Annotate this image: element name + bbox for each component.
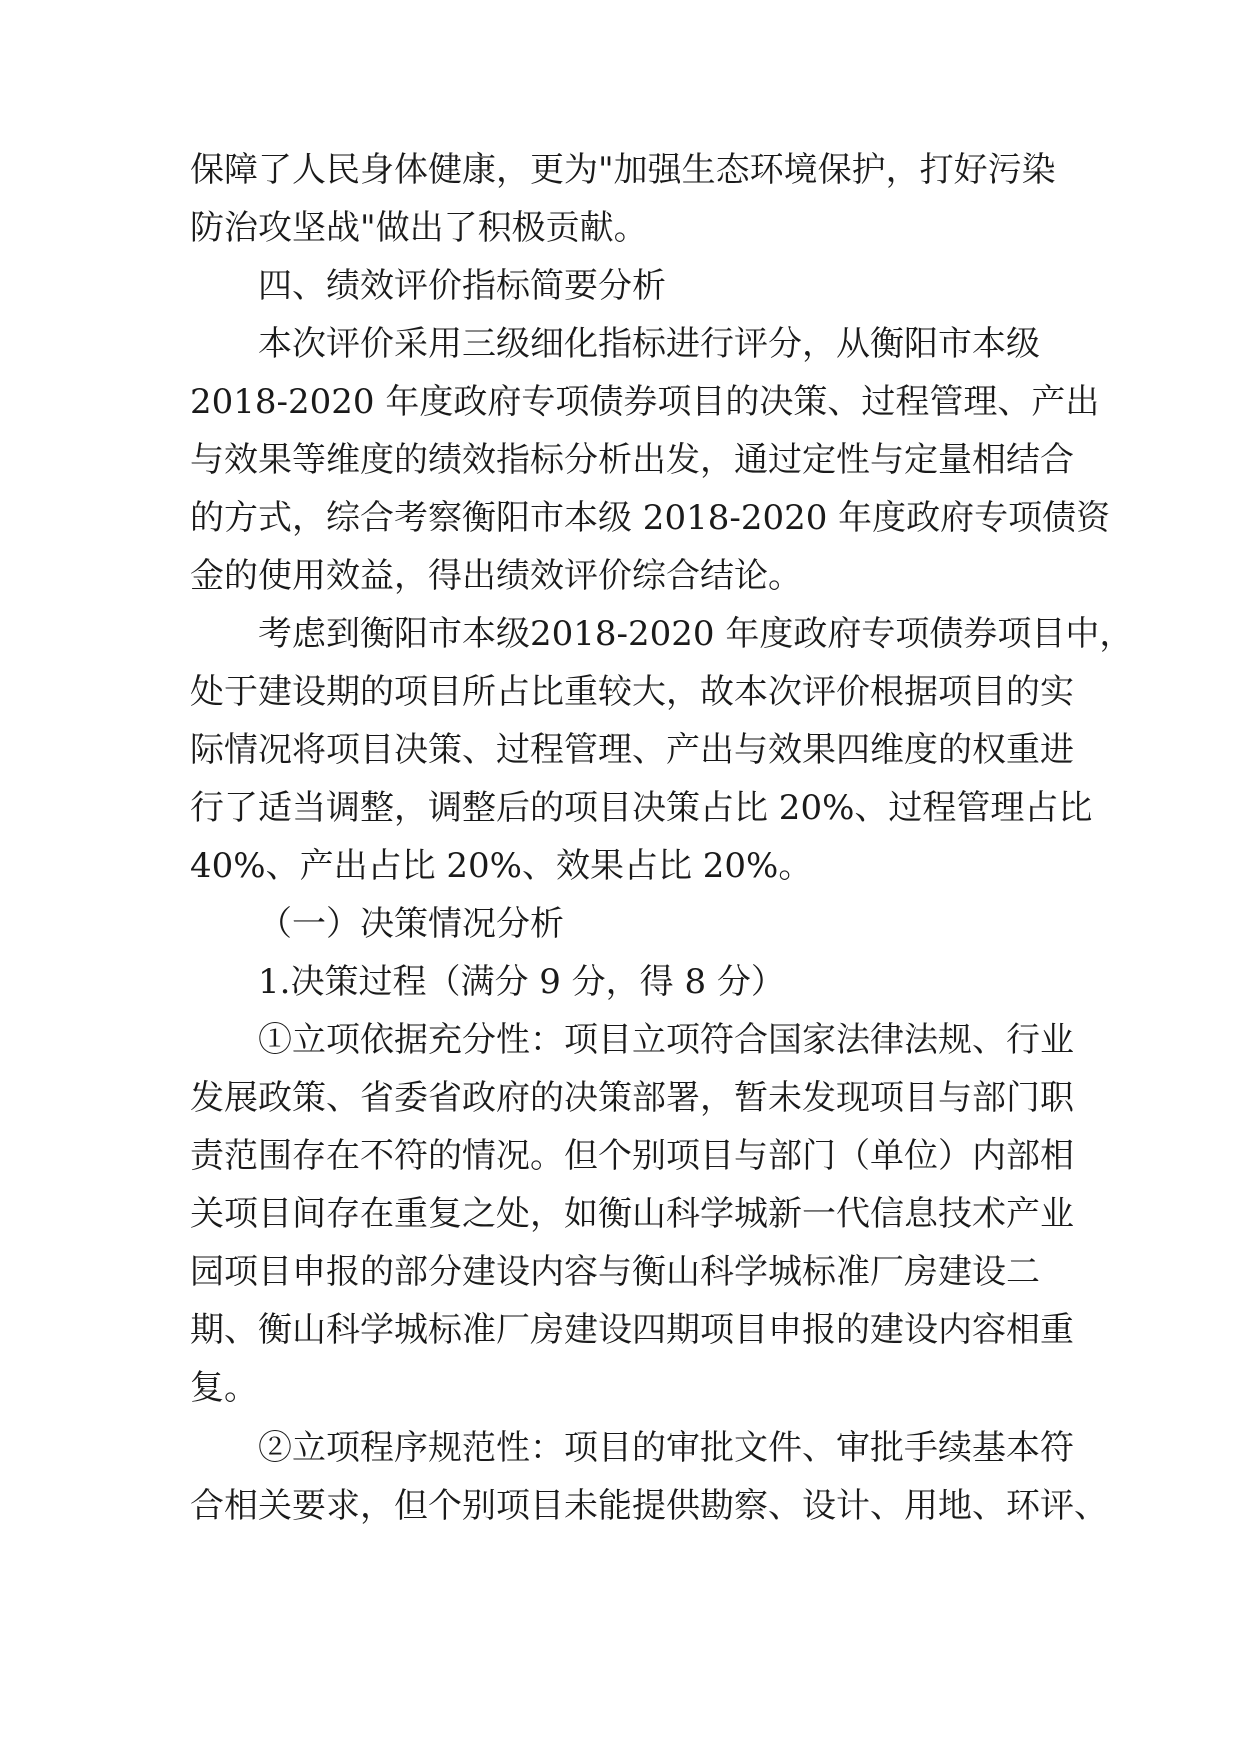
body-text-line: 行了适当调整，调整后的项目决策占比 20%、过程管理占比 [190, 788, 1093, 828]
body-text-line: 金的使用效益，得出绩效评价综合结论。 [190, 556, 802, 596]
body-text-line: 发展政策、省委省政府的决策部署，暂未发现项目与部门职 [190, 1078, 1074, 1118]
sub-subsection-heading: 1.决策过程（满分 9 分，得 8 分） [258, 962, 785, 1002]
body-text-line: 际情况将项目决策、过程管理、产出与效果四维度的权重进 [190, 730, 1074, 770]
body-text-line: 处于建设期的项目所占比重较大，故本次评价根据项目的实 [190, 672, 1074, 712]
body-text-line: 考虑到衡阳市本级2018-2020 年度政府专项债券项目中， [258, 614, 1134, 654]
body-text-line: 本次评价采用三级细化指标进行评分，从衡阳市本级 [258, 324, 1040, 364]
subsection-heading: （一）决策情况分析 [258, 904, 564, 944]
body-text-line: 复。 [190, 1368, 258, 1408]
body-text-line: ②立项程序规范性：项目的审批文件、审批手续基本符 [258, 1428, 1074, 1468]
body-text-line: ①立项依据充分性：项目立项符合国家法律法规、行业 [258, 1020, 1074, 1060]
body-text-line: 40%、产出占比 20%、效果占比 20%。 [190, 846, 813, 886]
body-text-line: 与效果等维度的绩效指标分析出发，通过定性与定量相结合 [190, 440, 1074, 480]
body-text-line: 园项目申报的部分建设内容与衡山科学城标准厂房建设二 [190, 1252, 1040, 1292]
body-text-line: 关项目间存在重复之处，如衡山科学城新一代信息技术产业 [190, 1194, 1074, 1234]
body-text-line: 2018-2020 年度政府专项债券项目的决策、过程管理、产出 [190, 382, 1100, 422]
body-text-line: 合相关要求，但个别项目未能提供勘察、设计、用地、环评、 [190, 1486, 1108, 1526]
body-text-line: 防治攻坚战"做出了积极贡献。 [190, 208, 648, 248]
body-text-line: 期、衡山科学城标准厂房建设四期项目申报的建设内容相重 [190, 1310, 1074, 1350]
body-text-line: 的方式，综合考察衡阳市本级 2018-2020 年度政府专项债资 [190, 498, 1111, 538]
body-text-line: 保障了人民身体健康，更为"加强生态环境保护，打好污染 [190, 150, 1056, 190]
section-heading: 四、绩效评价指标简要分析 [258, 266, 666, 306]
body-text-line: 责范围存在不符的情况。但个别项目与部门（单位）内部相 [190, 1136, 1074, 1176]
